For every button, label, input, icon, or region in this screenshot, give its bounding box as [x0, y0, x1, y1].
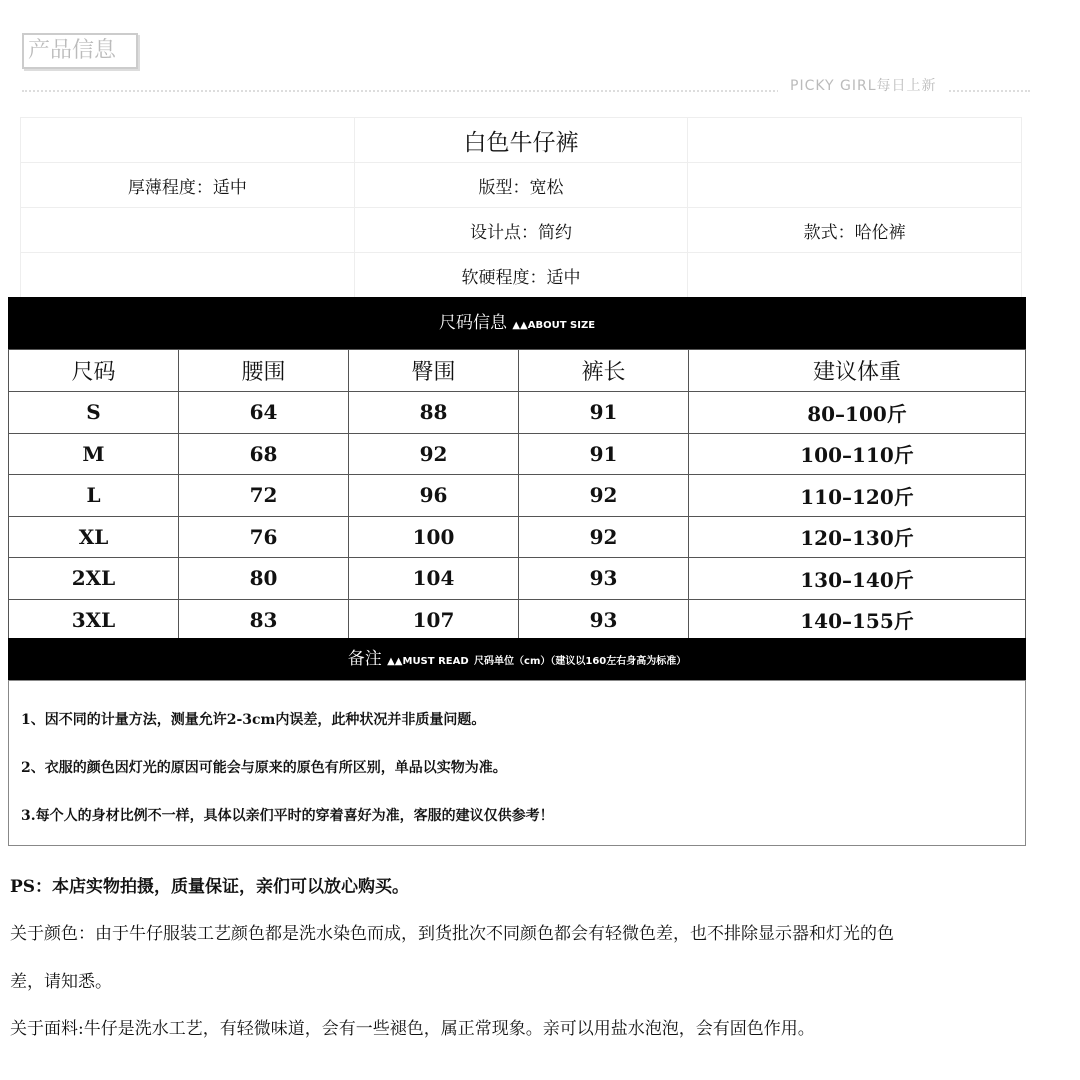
note-item: 2、衣服的颜色因灯光的原因可能会与原来的原色有所区别，单品以实物为准。 [21, 760, 507, 776]
note-bar [8, 638, 1026, 680]
header-length: 裤长 [519, 350, 689, 392]
table-cell: 120–130斤 [689, 516, 1026, 558]
table-cell: 140–155斤 [689, 599, 1026, 641]
header-weight: 建议体重 [689, 350, 1026, 392]
table-cell: 92 [349, 433, 519, 475]
note-bar-title: 备注 [347, 649, 382, 669]
table-cell: 100 [349, 516, 519, 558]
note-bar-sub: ▲▲MUST READ [387, 656, 469, 667]
style: 款式：哈伦裤 [688, 208, 1022, 253]
notes-box [8, 680, 1026, 846]
table-cell: 91 [519, 433, 689, 475]
note-item: 1、因不同的计量方法，测量允许2-3cm内误差，此种状况并非质量问题。 [21, 712, 486, 728]
header-hip: 臀围 [349, 350, 519, 392]
table-cell: 2XL [9, 558, 179, 600]
table-cell: S [9, 392, 179, 434]
table-cell: 104 [349, 558, 519, 600]
table-cell: 80 [179, 558, 349, 600]
table-cell: 107 [349, 599, 519, 641]
table-cell: 96 [349, 475, 519, 517]
product-info-table [20, 117, 1022, 298]
table-row [9, 516, 1026, 558]
table-cell: XL [9, 516, 179, 558]
header-size: 尺码 [9, 350, 179, 392]
table-row [9, 558, 1026, 600]
note-bar-detail: 尺码单位（cm）（建议以160左右身高为标准） [474, 656, 687, 667]
table-cell: 130–140斤 [689, 558, 1026, 600]
table-cell: 80–100斤 [689, 392, 1026, 434]
header-waist: 腰围 [179, 350, 349, 392]
table-cell: 68 [179, 433, 349, 475]
table-cell: 92 [519, 475, 689, 517]
table-cell: 100–110斤 [689, 433, 1026, 475]
table-cell: 93 [519, 599, 689, 641]
design: 设计点：简约 [354, 208, 688, 253]
table-cell: 83 [179, 599, 349, 641]
table-cell: 64 [179, 392, 349, 434]
ps-line: 关于颜色：由于牛仔服装工艺颜色都是洗水染色而成，到货批次不同颜色都会有轻微色差，也不排除显示器和灯光的色 [10, 924, 894, 944]
table-cell: 76 [179, 516, 349, 558]
table-cell: M [9, 433, 179, 475]
table-cell: 88 [349, 392, 519, 434]
fit: 版型：宽松 [354, 163, 688, 208]
table-cell: 93 [519, 558, 689, 600]
table-row [9, 475, 1026, 517]
brand-label: PICKY GIRL每日上新 [778, 75, 949, 95]
ps-line: PS：本店实物拍摄，质量保证，亲们可以放心购买。 [10, 877, 410, 897]
table-row [9, 392, 1026, 434]
product-title: 白色牛仔裤 [354, 118, 688, 163]
ps-line: 差，请知悉。 [10, 972, 112, 992]
note-item: 3.每个人的身材比例不一样，具体以亲们平时的穿着喜好为准，客服的建议仅供参考！ [21, 808, 554, 824]
section-logo: 产品信息 [22, 33, 138, 69]
size-bar-title: 尺码信息 [438, 313, 507, 333]
size-info-bar [8, 297, 1026, 349]
table-row [9, 599, 1026, 641]
table-cell: 72 [179, 475, 349, 517]
table-cell: 3XL [9, 599, 179, 641]
table-cell: 110–120斤 [689, 475, 1026, 517]
table-cell: 91 [519, 392, 689, 434]
softness: 软硬程度：适中 [354, 253, 688, 298]
size-bar-sub: ▲▲ABOUT SIZE [512, 320, 596, 331]
table-cell: 92 [519, 516, 689, 558]
table-cell: L [9, 475, 179, 517]
ps-line: 关于面料:牛仔是洗水工艺，有轻微味道，会有一些褪色，属正常现象。亲可以用盐水泡泡，会有固色作用。 [10, 1019, 815, 1039]
thickness: 厚薄程度：适中 [21, 163, 355, 208]
table-row [9, 433, 1026, 475]
size-table [8, 349, 1026, 641]
